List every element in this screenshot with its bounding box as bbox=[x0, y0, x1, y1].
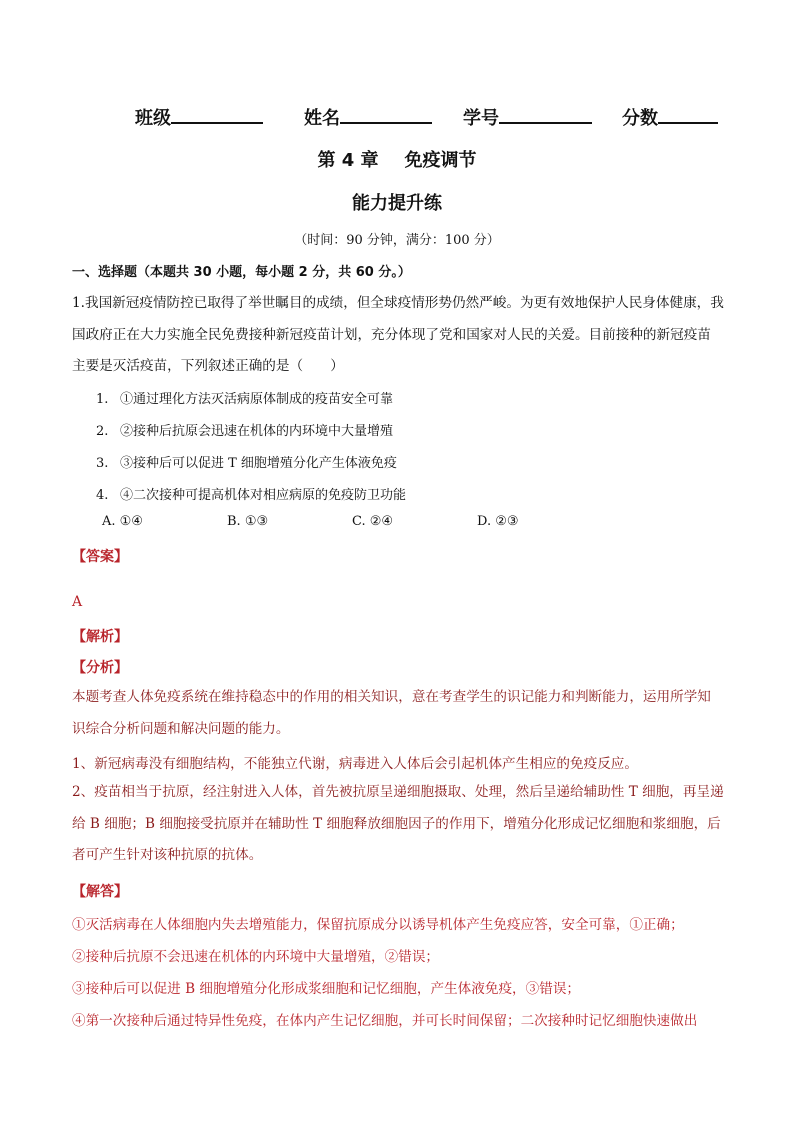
explanation-label: 【解析】 bbox=[72, 629, 128, 645]
answer-value: A bbox=[72, 594, 83, 610]
statement-number: 2. bbox=[96, 424, 109, 439]
choice-a[interactable]: A. ①④ bbox=[102, 514, 143, 529]
section-heading: 一、选择题（本题共 30 小题，每小题 2 分，共 60 分。） bbox=[72, 265, 411, 280]
chapter-number: 第 4 章 bbox=[317, 150, 379, 171]
name-field[interactable] bbox=[304, 104, 432, 130]
statement-2 bbox=[96, 420, 393, 439]
subtitle: 能力提升练 bbox=[352, 193, 442, 214]
class-label: 班级 bbox=[135, 108, 171, 129]
score-label: 分数 bbox=[622, 108, 658, 129]
statement-number: 3. bbox=[96, 456, 109, 471]
statement-text: ③接种后可以促进 T 细胞增殖分化产生体液免疫 bbox=[120, 456, 397, 471]
chapter-title bbox=[0, 146, 794, 172]
statement-text: ①通过理化方法灭活病原体制成的疫苗安全可靠 bbox=[120, 392, 394, 407]
statement-4 bbox=[96, 484, 406, 503]
solution-line-4: ④第一次接种后通过特异性免疫，在体内产生记忆细胞，并可长时间保留；二次接种时记忆细胞快速做出 bbox=[72, 1013, 698, 1029]
score-field[interactable] bbox=[622, 104, 718, 130]
solution-line-1: ①灭活病毒在人体细胞内失去增殖能力，保留抗原成分以诱导机体产生免疫应答，安全可靠，①正确； bbox=[72, 917, 684, 933]
name-blank[interactable] bbox=[340, 104, 432, 124]
statement-3 bbox=[96, 452, 397, 471]
statement-text: ④二次接种可提高机体对相应病原的免疫防卫功能 bbox=[120, 488, 407, 503]
student-id-label: 学号 bbox=[463, 108, 499, 129]
time-info: （时间：90 分钟，满分：100 分） bbox=[294, 233, 500, 248]
analysis-intro: 本题考查人体免疫系统在维持稳态中的作用的相关知识，意在考查学生的识记能力和判断能力，运用所学知识综合分析问题和解决问题的能力。 bbox=[72, 689, 711, 737]
statement-number: 1. bbox=[96, 392, 109, 407]
solution-label: 【解答】 bbox=[72, 884, 128, 900]
question-1-stem: 1.我国新冠疫情防控已取得了举世瞩目的成绩，但全球疫情形势仍然严峻。为更有效地保护人民身体健康，我国政府正在大力实施全民免费接种新冠疫苗计划，充分体现了党和国家对人民的关爱。目前接种的新冠疫苗主要是灭活疫苗，下列叙述正确的是（ ） bbox=[72, 295, 724, 374]
choice-b[interactable]: B. ①③ bbox=[227, 514, 269, 529]
score-blank[interactable] bbox=[658, 104, 718, 124]
choice-c[interactable]: C. ②④ bbox=[352, 514, 394, 529]
name-label: 姓名 bbox=[304, 108, 340, 129]
solution-line-3: ③接种后可以促进 B 细胞增殖分化形成浆细胞和记忆细胞，产生体液免疫，③错误； bbox=[72, 981, 581, 997]
choice-d[interactable]: D. ②③ bbox=[477, 514, 519, 529]
statement-1 bbox=[96, 388, 393, 407]
class-blank[interactable] bbox=[171, 104, 263, 124]
statement-text: ②接种后抗原会迅速在机体的内环境中大量增殖 bbox=[120, 424, 394, 439]
class-field[interactable] bbox=[135, 104, 263, 130]
solution-line-2: ②接种后抗原不会迅速在机体的内环境中大量增殖，②错误； bbox=[72, 949, 440, 965]
analysis-label: 【分析】 bbox=[72, 660, 128, 676]
student-id-field[interactable] bbox=[463, 104, 592, 130]
student-id-blank[interactable] bbox=[499, 104, 592, 124]
statement-number: 4. bbox=[96, 488, 109, 503]
analysis-point-1: 1、新冠病毒没有细胞结构，不能独立代谢，病毒进入人体后会引起机体产生相应的免疫反应。 bbox=[72, 756, 638, 772]
chapter-name: 免疫调节 bbox=[404, 150, 477, 171]
answer-label: 【答案】 bbox=[72, 549, 128, 565]
analysis-point-2: 2、疫苗相当于抗原，经注射进入人体，首先被抗原呈递细胞摄取、处理，然后呈递给辅助性 T 细胞，再呈递给 B 细胞；B 细胞接受抗原并在辅助性 T 细胞释放细胞因子的作用下，增殖分化形成记忆细胞和浆细胞，后者可产生针对该种抗原的抗体。 bbox=[72, 784, 724, 863]
